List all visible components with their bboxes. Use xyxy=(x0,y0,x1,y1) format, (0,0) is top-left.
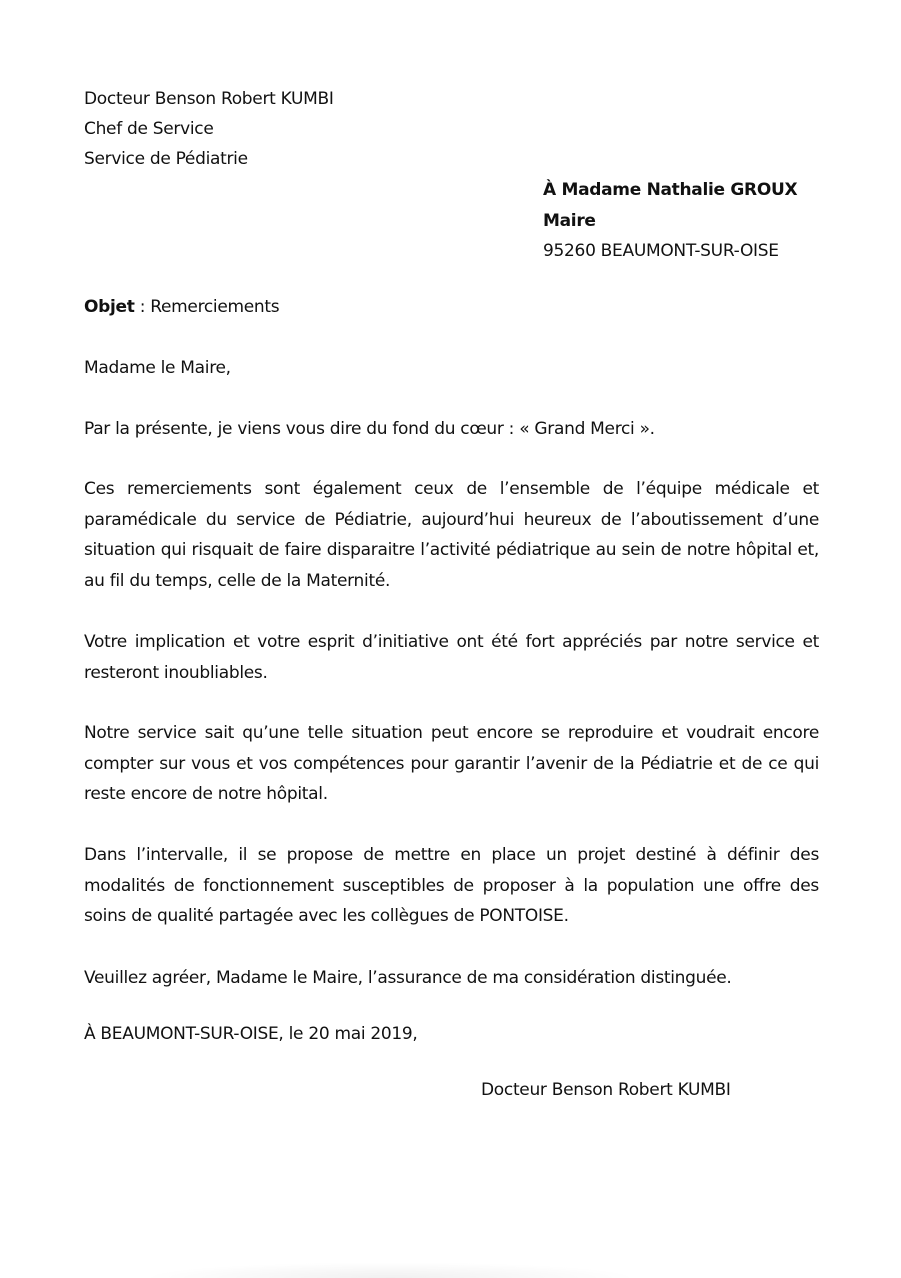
paragraph-5: Dans l’intervalle, il se propose de mettre en place un projet destiné à définir des modalités de fonctionnement susceptibles de proposer à la population une offre des soins de qualité partagée avec les collègues de PONTOISE. xyxy=(84,845,819,926)
sender-title: Chef de Service xyxy=(84,119,214,139)
subject-value: : Remerciements xyxy=(134,297,280,317)
page-bottom-shadow xyxy=(140,1262,640,1278)
place-date: À BEAUMONT-SUR-OISE, le 20 mai 2019, xyxy=(84,1024,418,1044)
paragraph-3: Votre implication et votre esprit d’initiative ont été fort appréciés par notre service et resteront inoubliables. xyxy=(84,632,819,683)
paragraph-2: Ces remerciements sont également ceux de l’ensemble de l’équipe médicale et paramédicale du service de Pédiatrie, aujourd’hui heureux de l’aboutissement d’une situation qui risquait de faire disparaitre l’activité pédiatrique au sein de notre hôpital et, au fil du temps, celle de la Maternité. xyxy=(84,479,819,591)
signature: Docteur Benson Robert KUMBI xyxy=(481,1080,731,1100)
closing-formula: Veuillez agréer, Madame le Maire, l’assurance de ma considération distinguée. xyxy=(84,968,732,988)
recipient-address: 95260 BEAUMONT-SUR-OISE xyxy=(543,241,779,261)
salutation: Madame le Maire, xyxy=(84,358,231,378)
sender-department: Service de Pédiatrie xyxy=(84,149,248,169)
sender-name: Docteur Benson Robert KUMBI xyxy=(84,89,334,109)
subject-line xyxy=(84,297,279,317)
paragraph-1: Par la présente, je viens vous dire du fond du cœur : « Grand Merci ». xyxy=(84,419,655,439)
paragraph-4: Notre service sait qu’une telle situation peut encore se reproduire et voudrait encore compter sur vous et vos compétences pour garantir l’avenir de la Pédiatrie et de ce qui reste encore de notre hôpital. xyxy=(84,723,819,804)
recipient-role: Maire xyxy=(543,211,596,231)
subject-label: Objet xyxy=(84,297,135,317)
recipient-name: À Madame Nathalie GROUX xyxy=(543,180,798,200)
